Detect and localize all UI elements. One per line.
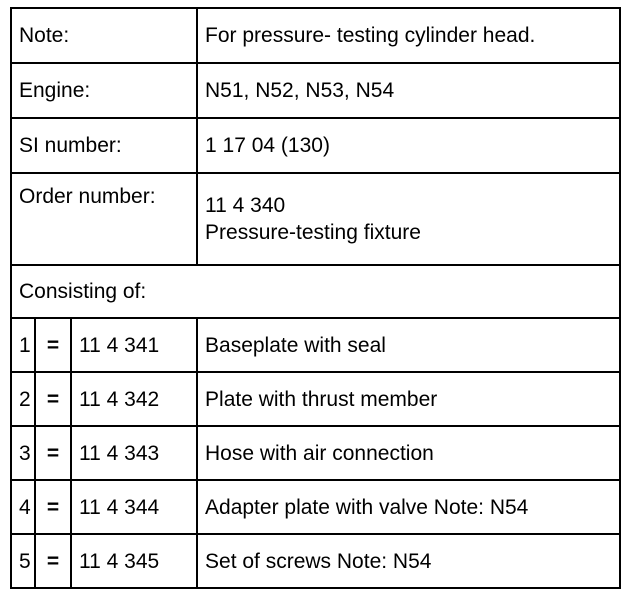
engine-label: Engine:	[11, 63, 197, 118]
engine-value: N51, N52, N53, N54	[197, 63, 620, 118]
table-row-engine	[11, 63, 620, 118]
item-description: Adapter plate with valve Note: N54	[197, 480, 620, 534]
item-symbol: =	[35, 534, 71, 588]
item-number: 2	[11, 372, 35, 426]
item-description: Hose with air connection	[197, 426, 620, 480]
item-number: 3	[11, 426, 35, 480]
item-part-number: 11 4 345	[71, 534, 197, 588]
item-symbol: =	[35, 480, 71, 534]
table-row	[11, 426, 620, 480]
item-symbol: =	[35, 426, 71, 480]
table-row-order-number	[11, 173, 620, 265]
si-number-label: SI number:	[11, 118, 197, 173]
note-label: Note:	[11, 8, 197, 63]
order-number-code: 11 4 340	[205, 194, 286, 217]
item-number: 5	[11, 534, 35, 588]
item-number: 1	[11, 318, 35, 372]
table-row	[11, 534, 620, 588]
table-row	[11, 372, 620, 426]
consisting-of-heading: Consisting of:	[11, 265, 620, 318]
note-value: For pressure- testing cylinder head.	[197, 8, 620, 63]
si-number-value: 1 17 04 (130)	[197, 118, 620, 173]
table-row-consisting-of	[11, 265, 620, 318]
item-description: Plate with thrust member	[197, 372, 620, 426]
item-part-number: 11 4 343	[71, 426, 197, 480]
item-symbol: =	[35, 318, 71, 372]
tool-spec-table	[10, 7, 621, 589]
item-number: 4	[11, 480, 35, 534]
item-part-number: 11 4 344	[71, 480, 197, 534]
item-part-number: 11 4 342	[71, 372, 197, 426]
table-row-si-number	[11, 118, 620, 173]
order-number-label: Order number:	[11, 173, 197, 265]
item-symbol: =	[35, 372, 71, 426]
item-description: Baseplate with seal	[197, 318, 620, 372]
table-row	[11, 480, 620, 534]
table-row	[11, 318, 620, 372]
order-number-description: Pressure-testing fixture	[205, 221, 421, 244]
item-part-number: 11 4 341	[71, 318, 197, 372]
order-number-value	[197, 173, 620, 265]
table-row-note	[11, 8, 620, 63]
item-description: Set of screws Note: N54	[197, 534, 620, 588]
